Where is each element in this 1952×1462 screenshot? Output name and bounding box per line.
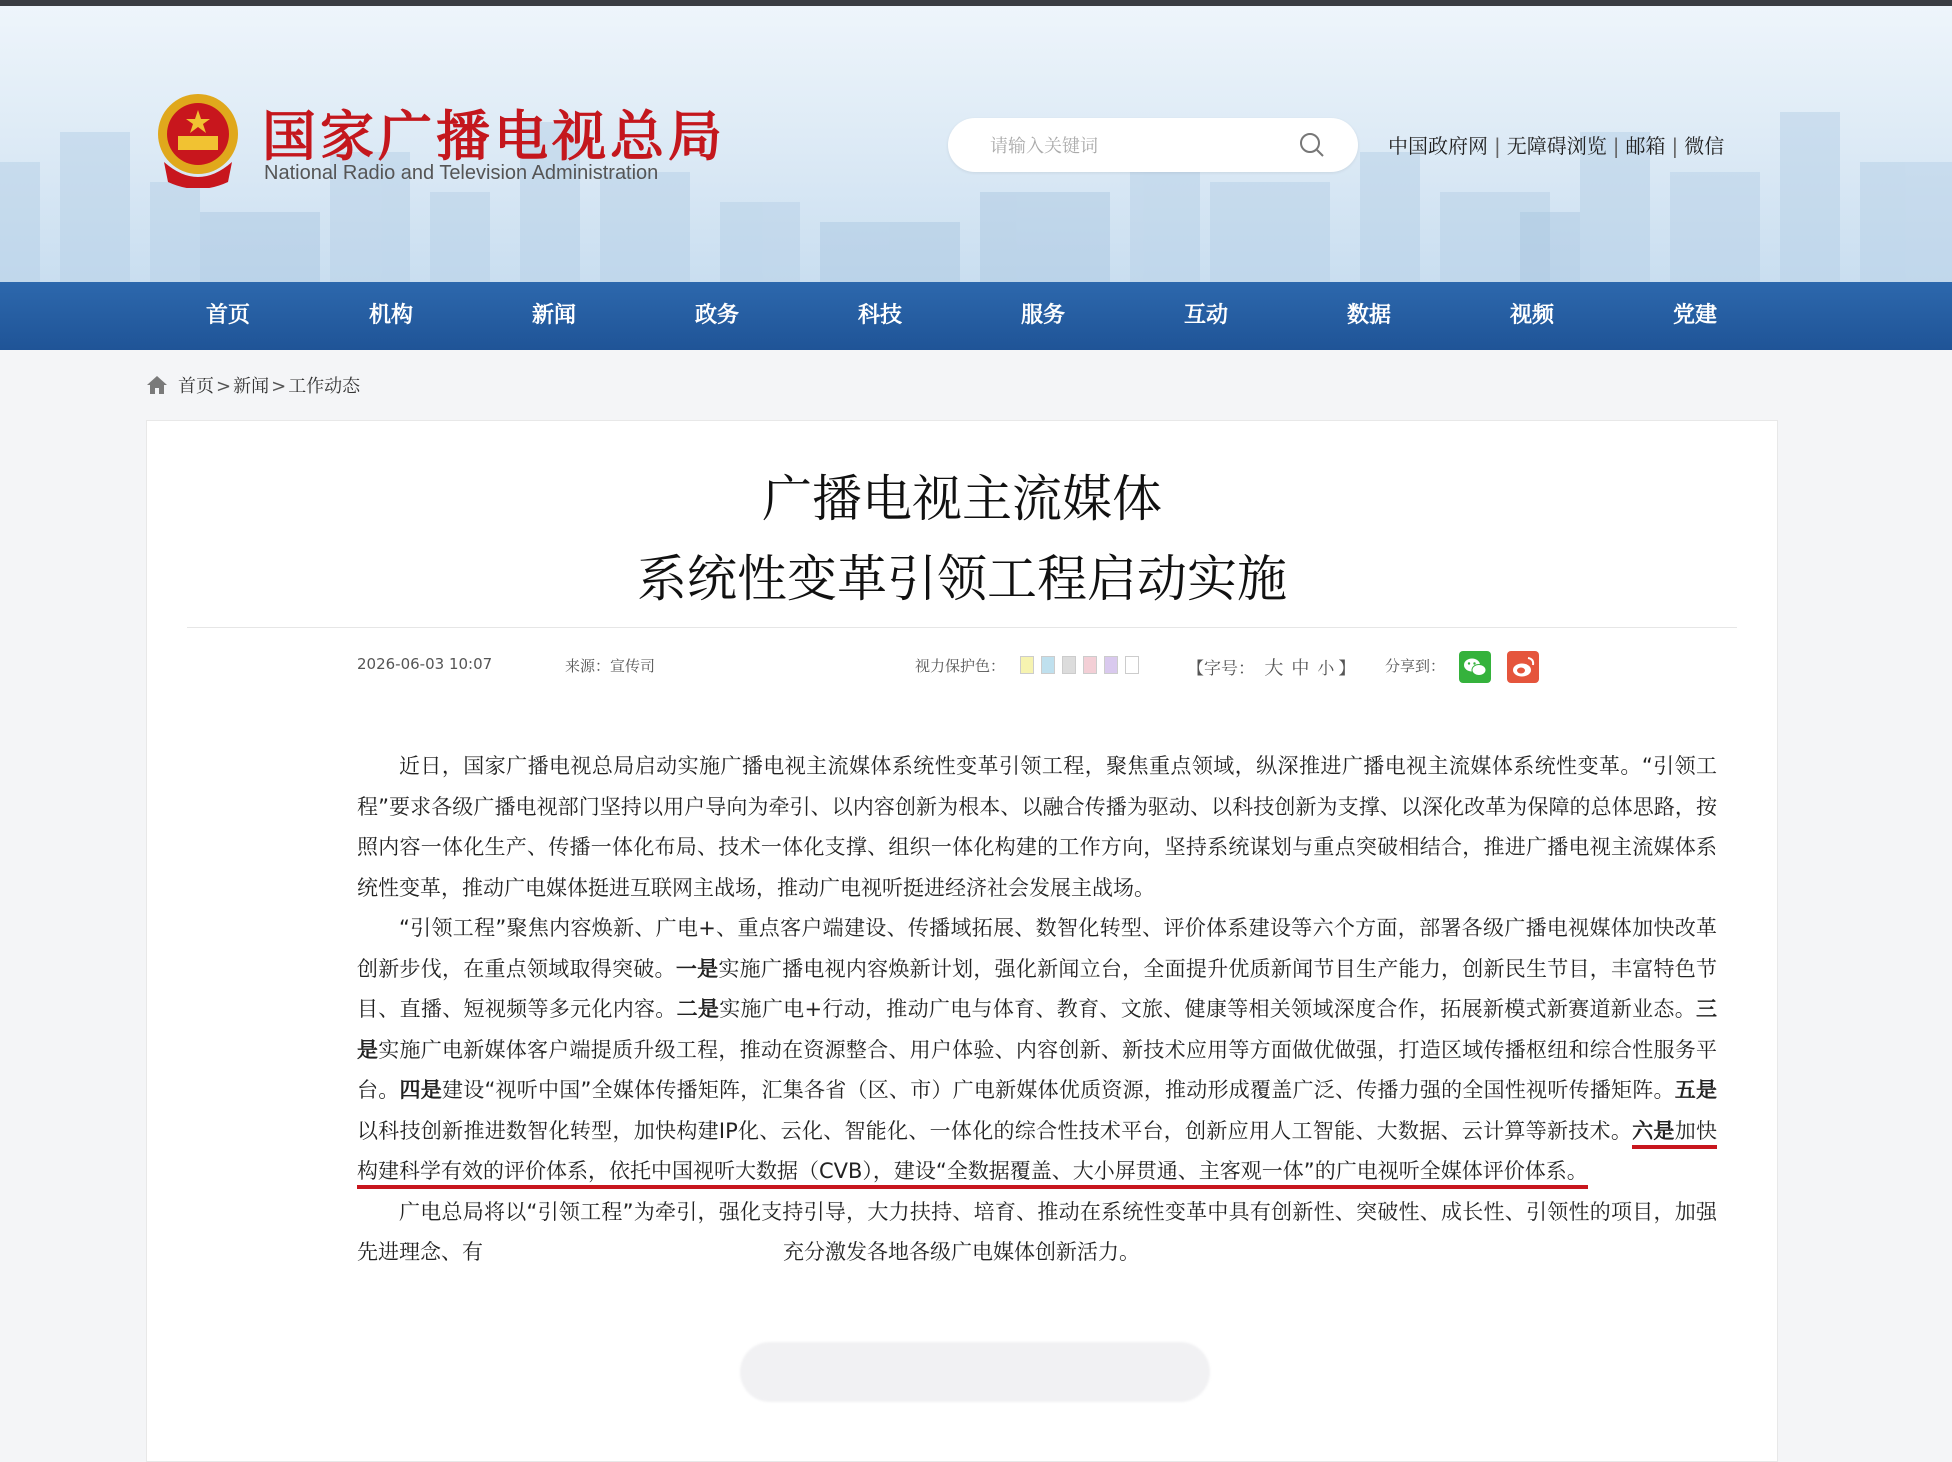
font-size-medium[interactable]: 中 (1291, 658, 1310, 679)
p2-point-5-text: 以科技创新推进数智化转型，加快构建IP化、云化、智能化、一体化的综合性技术平台，创新应用人工智能、大数据、云计算等新技术。 (357, 1118, 1633, 1143)
weibo-share-icon[interactable] (1507, 651, 1539, 683)
breadcrumb (146, 372, 360, 398)
p3-text-end: 充分激发各地各级广电媒体创新活力。 (783, 1240, 1140, 1264)
p2-point-6-label: 六是 (1632, 1118, 1675, 1143)
font-size-control (1187, 653, 1355, 680)
site-header (0, 6, 1952, 282)
article-title-line2: 系统性变革引领工程启动实施 (637, 550, 1287, 608)
p2-point-5-label: 五是 (1674, 1078, 1718, 1102)
article-card (146, 420, 1778, 1462)
p2-point-3-text: 实施广电新媒体客户端提质升级工程，推动在资源整合、用户体验、内容创新、新技术应用等方面做优做强，打造区域传播枢纽和综合性服务平台。 (357, 1037, 1718, 1102)
p2-point-4-label: 四是 (399, 1078, 442, 1102)
eye-color-white[interactable] (1125, 656, 1139, 674)
p2-point-3-label: 三是 (357, 997, 1718, 1062)
font-size-label: 【字号： (1187, 659, 1255, 679)
font-size-close: 】 (1338, 659, 1356, 679)
search-input[interactable] (988, 128, 1292, 164)
nav-item-interaction[interactable]: 互动 (1183, 303, 1228, 328)
publish-date: 2026-06-03 10:07 (357, 655, 493, 673)
nav-item-organization[interactable]: 机构 (368, 303, 413, 328)
breadcrumb-home[interactable]: 首页 (178, 376, 214, 397)
link-separator: | (1612, 134, 1620, 158)
site-title[interactable]: 国家广播电视总局 (262, 105, 726, 168)
accessibility-link[interactable]: 无障碍浏览 (1506, 134, 1607, 158)
share-label: 分享到： (1385, 657, 1446, 675)
article-paragraph-1: 近日，国家广播电视总局启动实施广播电视主流媒体系统性变革引领工程，聚焦重点领域，纵深推进广播电视主流媒体系统性变革。“引领工程”要求各级广播电视部门坚持以用户导向为牵引、以内容创新为根本、以融合传播为驱动、以科技创新为支撑、以深化改革为保障的总体思路，按照内容一体化生产、传播一体化布局、技术一体化支撑、组织一体化构建的工作方向，坚持系统谋划与重点突破相结合，推进广播电视主流媒体系统性变革，推动广电媒体挺进互联网主战场，推动广电视听挺进经济社会发展主战场。 (357, 754, 1717, 900)
title-divider (187, 627, 1737, 628)
top-links (1388, 130, 1724, 159)
article-title-line1: 广播电视主流媒体 (762, 470, 1162, 528)
nav-item-technology[interactable]: 科技 (857, 303, 902, 328)
national-emblem-icon (154, 92, 242, 188)
breadcrumb-separator: > (271, 376, 287, 397)
mailbox-link[interactable]: 邮箱 (1625, 134, 1666, 158)
article-paragraph-3 (357, 1192, 1717, 1273)
eye-protect-control (915, 655, 1146, 676)
font-size-small[interactable]: 小 (1317, 659, 1335, 679)
watermark-overlay (740, 1342, 1210, 1402)
nav-item-video[interactable]: 视频 (1509, 303, 1554, 328)
nav-item-news[interactable]: 新闻 (531, 303, 576, 328)
nav-item-home[interactable]: 首页 (205, 303, 250, 328)
article-source: 来源：宣传司 (565, 657, 656, 675)
p2-intro-text: “引领工程”聚焦内容焕新、广电+、重点客户端建设、传播域拓展、数智化转型、评价体系建设等六个方面，部署各级广播电视媒体加快改革创新步伐，在重点领域取得突破。 (357, 916, 1717, 981)
eye-color-gray[interactable] (1062, 656, 1076, 674)
wechat-link[interactable]: 微信 (1684, 134, 1725, 158)
nav-item-government-affairs[interactable]: 政务 (694, 303, 739, 328)
p2-point-2-text: 实施广电+行动，推动广电与体育、教育、文旅、健康等相关领域深度合作，拓展新模式新赛道新业态。 (719, 997, 1697, 1021)
p2-point-1-label: 一是 (675, 956, 719, 981)
wechat-share-icon[interactable] (1459, 651, 1491, 683)
p2-point-1-text: 实施广播电视内容焕新计划，强化新闻立台，全面提升优质新闻节目生产能力，创新民生节目，丰富特色节目、直播、短视频等多元化内容。 (357, 956, 1718, 1021)
eye-color-blue[interactable] (1041, 656, 1055, 674)
article-paragraph-2 (357, 908, 1717, 1192)
nav-item-data[interactable]: 数据 (1346, 303, 1391, 328)
site-subtitle: National Radio and Television Administration (264, 162, 659, 184)
nav-item-services[interactable]: 服务 (1020, 303, 1065, 328)
article-body (357, 746, 1717, 1273)
eye-color-yellow[interactable] (1020, 656, 1034, 674)
eye-color-pink[interactable] (1083, 656, 1097, 674)
breadcrumb-work-updates[interactable]: 工作动态 (288, 376, 361, 397)
breadcrumb-separator: > (216, 376, 232, 397)
breadcrumb-news[interactable]: 新闻 (233, 376, 270, 397)
eye-protect-label: 视力保护色： (915, 657, 1006, 675)
p2-point-2-label: 二是 (676, 997, 720, 1021)
p2-point-4-text: 建设“视听中国”全媒体传播矩阵，汇集各省（区、市）广电新媒体优质资源，推动形成覆盖广泛、传播力强的全国性视听传播矩阵。 (441, 1078, 1675, 1102)
font-size-large[interactable]: 大 (1264, 657, 1284, 679)
search-box (948, 118, 1358, 172)
home-icon[interactable] (146, 375, 168, 395)
link-separator: | (1494, 134, 1501, 158)
link-separator: | (1671, 134, 1679, 158)
main-nav (0, 282, 1952, 350)
nav-item-party-building[interactable]: 党建 (1672, 303, 1717, 328)
p3-text-start: 广电总局将以“引领工程”为牵引，强化支持引导，大力扶持、培育、推动在系统性变革中具有创新性、突破性、成长性、引领性的项目，加强先进理念、有 (357, 1199, 1717, 1264)
gov-cn-link[interactable]: 中国政府网 (1388, 134, 1488, 158)
eye-color-purple[interactable] (1104, 656, 1118, 674)
p2-point-6-text: 加快构建科学有效的评价体系，依托中国视听大数据（CVB），建设“全数据覆盖、大小屏贯通、主客观一体”的广电视听全媒体评价体系。 (357, 1118, 1718, 1183)
search-icon[interactable] (1298, 131, 1326, 159)
